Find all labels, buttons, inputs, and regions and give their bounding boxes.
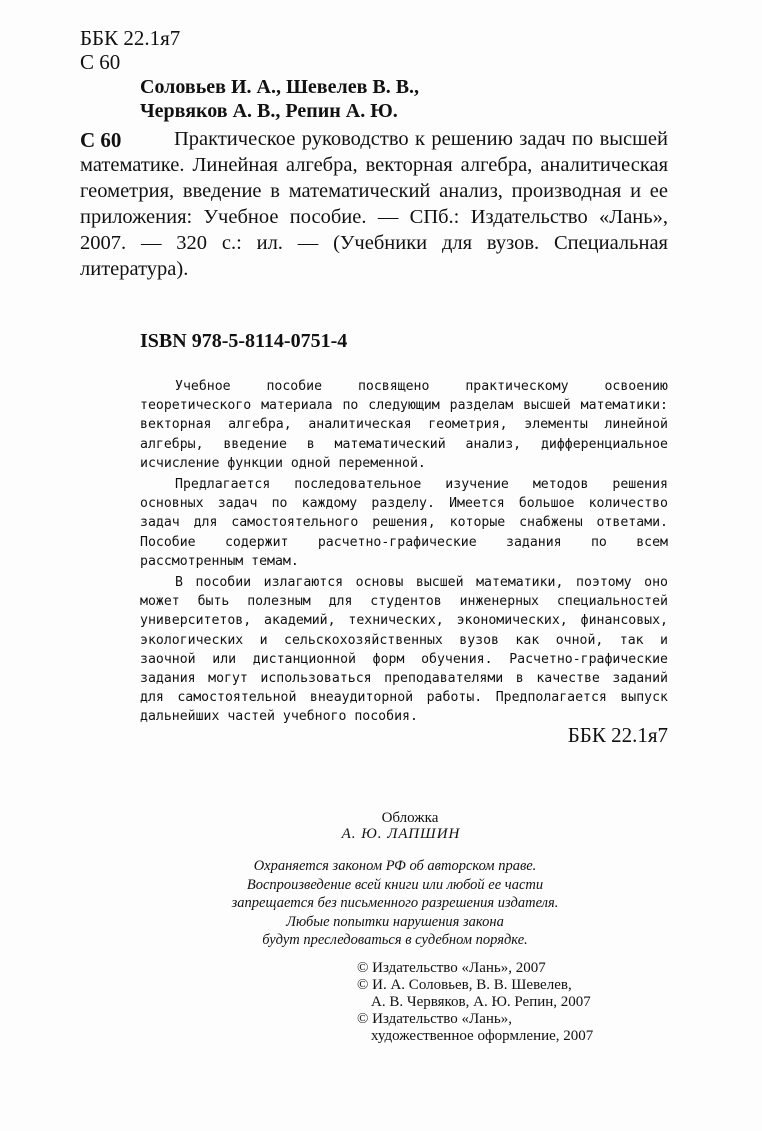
annotation <box>140 377 668 729</box>
annotation-paragraph: Учебное пособие посвящено практическому освоению теоретического материала по следующим разделам высшей математики: векторная алгебра, аналитическая геометрия, элементы линейной алгебры, введение в математический анализ, дифференциальное исчисление функции одной переменной. <box>140 379 668 471</box>
legal-line: будут преследоваться в судебном порядке. <box>262 932 528 948</box>
cover-label: Обложка <box>381 810 439 826</box>
authors-line-2: Червяков А. В., Репин А. Ю. <box>140 100 398 122</box>
authors-line-1: Соловьев И. А., Шевелев В. В., <box>140 76 420 98</box>
bibliographic-description: Практическое руководство к решению задач по высшей математике. Линейная алгебра, векторная алгебра, аналитическая геометрия, введение в математический анализ, производная и ее приложения: Учебное пособие. — СПб.: Издательство «Лань», 2007. — 320 с.: ил. — (Учебники для вузов. Специальная литература). <box>80 128 668 280</box>
annotation-paragraph: В пособии излагаются основы высшей математики, поэтому оно может быть полезным для студентов инженерных специальностей университетов, академий, технических, экономических, финансовых, экологических и сельскохозяйственных вузов как очной, так и заочной или дистанционной форм обучения. Расчетно-графические задания могут использоваться преподавателями в качестве заданий для самостоятельной внеаудиторной работы. Предполагается выпуск дальнейших частей учебного пособия. <box>140 575 668 725</box>
copyright-line: А. В. Червяков, А. Ю. Репин, 2007 <box>371 994 591 1010</box>
isbn: ISBN 978-5-8114-0751-4 <box>140 330 348 352</box>
copyright-block <box>357 960 593 1045</box>
bbk-code-top: ББК 22.1я7 <box>80 26 181 50</box>
annotation-paragraph: Предлагается последовательное изучение методов решения основных задач по каждому разделу. Имеется большое количество задач для самостоятельного решения, которые снабжены ответами. Пособие содержит расчетно-графические задания по всем рассмотренным темам. <box>140 477 668 569</box>
legal-line: Воспроизведение всей книги или любой ее части <box>246 876 544 893</box>
author-mark-top: С 60 <box>80 50 121 74</box>
copyright-notice <box>170 857 620 950</box>
legal-line: Охраняется законом РФ об авторском праве. <box>253 858 537 874</box>
copyright-line: © Издательство «Лань», 2007 <box>357 960 546 976</box>
author-mark-main: С 60 <box>80 128 122 152</box>
copyright-line: © И. А. Соловьев, В. В. Шевелев, <box>357 977 572 993</box>
copyright-line: художественное оформление, 2007 <box>371 1028 594 1044</box>
legal-line: Любые попытки нарушения закона <box>286 913 504 930</box>
authors <box>140 75 419 123</box>
bbk-code-bottom: ББК 22.1я7 <box>567 723 668 747</box>
cover-designer: А. Ю. ЛАПШИН <box>341 826 461 842</box>
copyright-line: © Издательство «Лань», <box>357 1011 512 1027</box>
legal-line: запрещается без письменного разрешения издателя. <box>231 895 559 911</box>
